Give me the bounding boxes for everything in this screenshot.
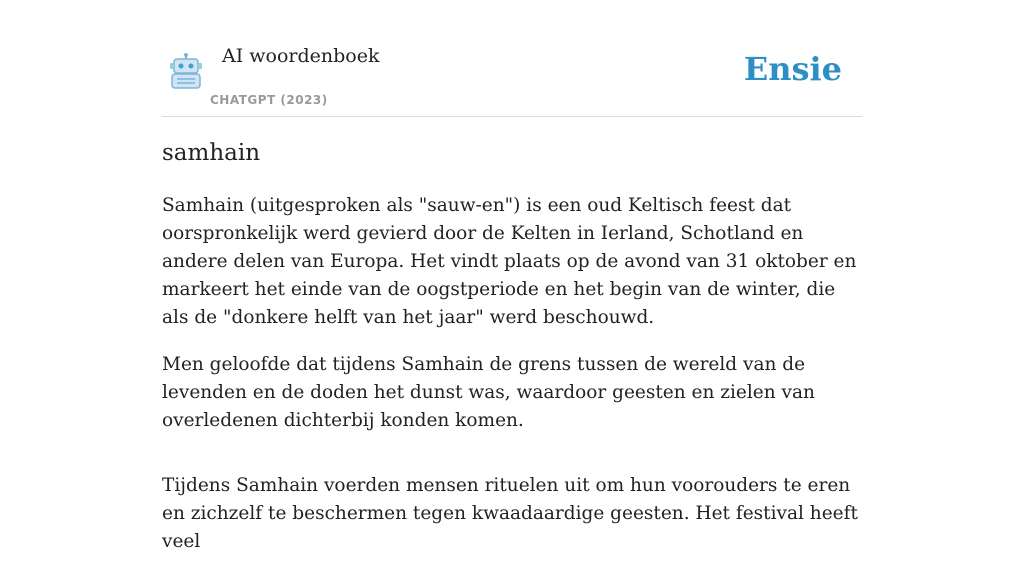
definition-paragraph-3: Tijdens Samhain voerden mensen rituelen uit om hun voorouders te eren en zichzelf te beschermen tegen kwaadaardige geesten. Het festival heeft veel [162, 475, 858, 552]
definition-paragraph-2: Men geloofde dat tijdens Samhain de grens tussen de wereld van de levenden en de doden het dunst was, waardoor geesten en zielen van overledenen dichterbij konden komen. [162, 354, 815, 431]
robot-icon [166, 52, 206, 90]
page-container [162, 0, 862, 552]
source-subtitle: CHATGPT (2023) [210, 93, 328, 107]
entry-definition [162, 192, 862, 575]
entry-word: samhain [162, 140, 261, 166]
header [162, 0, 862, 117]
definition-paragraph-1: Samhain (uitgesproken als "sauw-en") is een oud Keltisch feest dat oorspronkelijk werd gevierd door de Kelten in Ierland, Schotland en andere delen van Europa. Het vindt plaats op de avond van 31 oktober en markeert het einde van de oogstperiode en het begin van de winter, die als de "donkere helft van het jaar" werd beschouwd. [162, 195, 857, 328]
ensie-logo-link[interactable]: Ensie [743, 50, 842, 88]
source-title[interactable]: AI woordenboek [222, 45, 380, 67]
